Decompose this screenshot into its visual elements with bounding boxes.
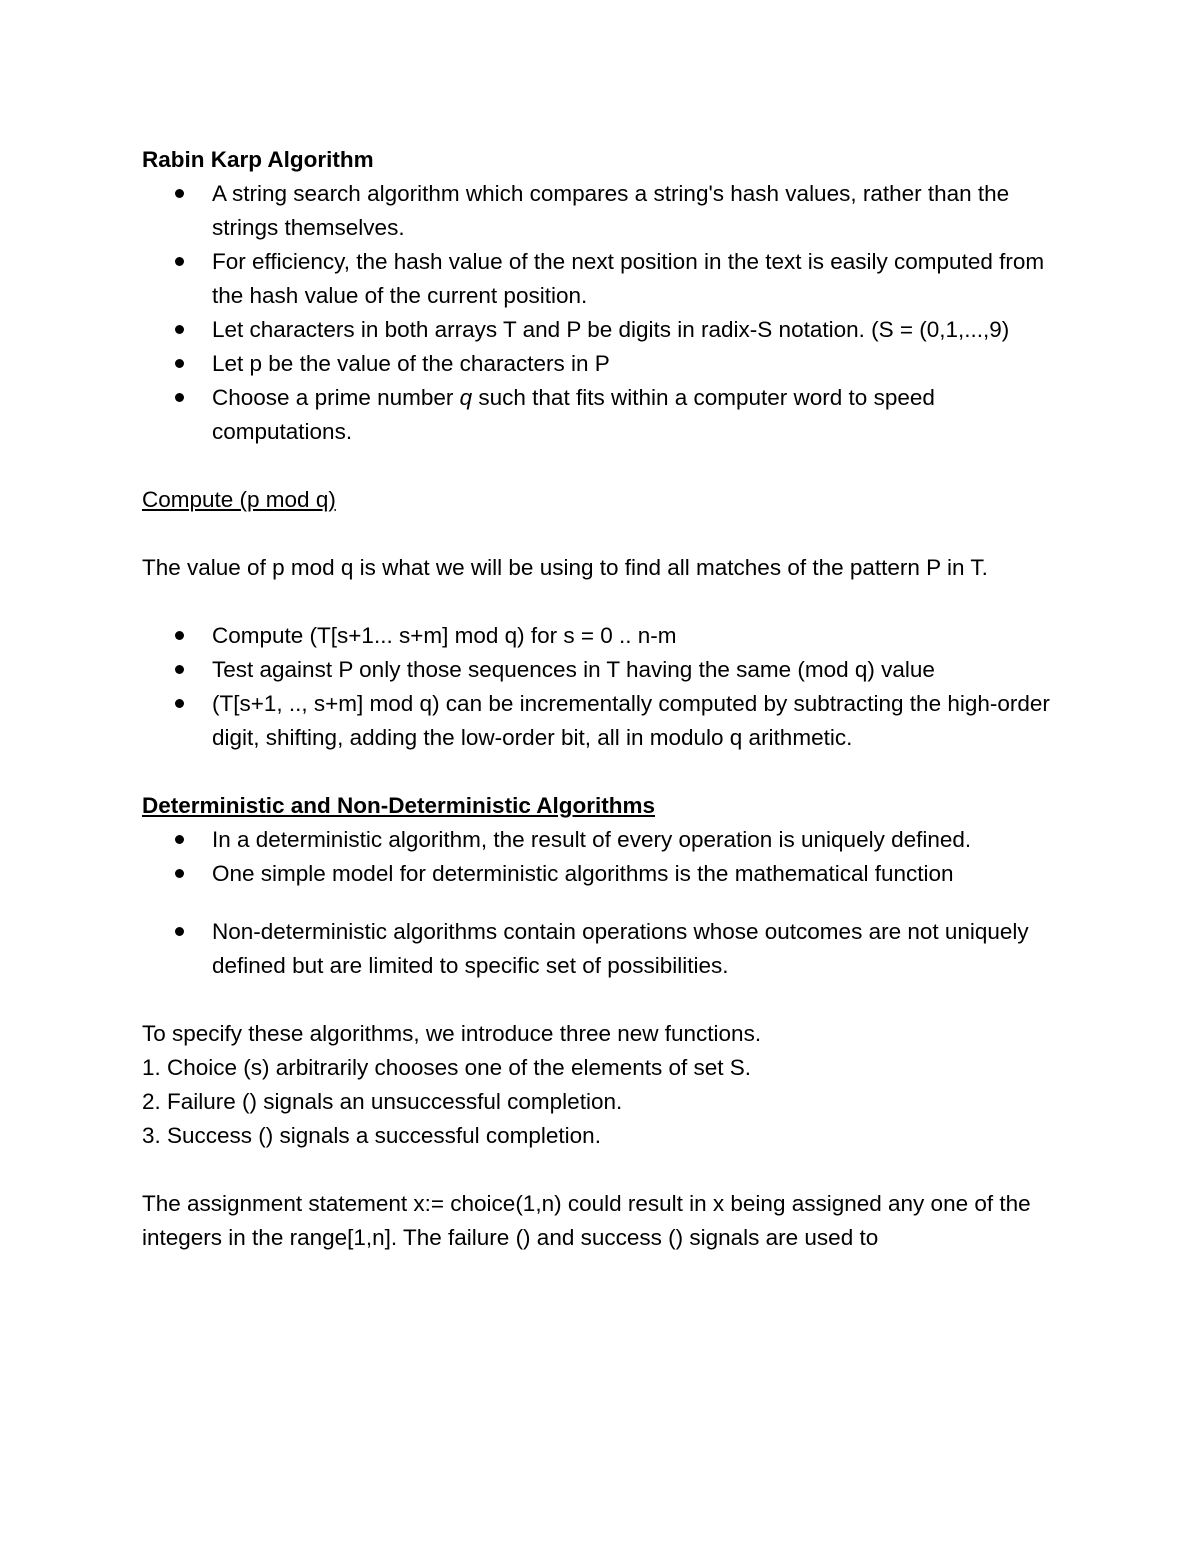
functions-intro: To specify these algorithms, we introduce three new functions. [142,1021,762,1046]
spacer [142,585,1072,619]
rabin-karp-bullet-list [142,177,1072,449]
section-heading-rabin-karp: Rabin Karp Algorithm [142,147,374,172]
spacer [142,983,1072,1017]
list-item-text: Choose a prime number [212,385,460,410]
function-choice: 1. Choice (s) arbitrarily chooses one of the elements of set S. [142,1055,752,1080]
section-heading-compute: Compute (p mod q) [142,487,336,512]
compute-bullet-list [142,619,1072,755]
list-item: Test against P only those sequences in T having the same (mod q) value [142,653,1072,687]
list-item: A string search algorithm which compares a string's hash values, rather than the strings themselves. [142,177,1072,245]
list-item: Let p be the value of the characters in P [142,347,1072,381]
closing-paragraph: The assignment statement x:= choice(1,n) could result in x being assigned any one of the integers in the range[1,n]. The failure () and success () signals are used to [142,1191,1031,1250]
document-body [142,143,1072,1255]
section-heading-deterministic: Deterministic and Non-Deterministic Algorithms [142,793,655,818]
list-item: Non-deterministic algorithms contain operations whose outcomes are not uniquely defined but are limited to specific set of possibilities. [142,915,1072,983]
list-item [142,381,1072,449]
function-success: 3. Success () signals a successful completion. [142,1123,601,1148]
list-item: Compute (T[s+1... s+m] mod q) for s = 0 .. n-m [142,619,1072,653]
list-item-text: such that fits within a computer word to speed computations. [212,385,935,444]
paragraph-p-mod-q: The value of p mod q is what we will be using to find all matches of the pattern P in T. [142,555,988,580]
list-item: In a deterministic algorithm, the result of every operation is uniquely defined. [142,823,1072,857]
spacer [142,517,1072,551]
deterministic-bullet-list [142,823,1072,983]
italic-variable: q [459,385,473,410]
spacer [142,755,1072,789]
spacer [142,1153,1072,1187]
function-failure: 2. Failure () signals an unsuccessful completion. [142,1089,623,1114]
spacer [142,449,1072,483]
list-item: Let characters in both arrays T and P be digits in radix-S notation. (S = (0,1,...,9) [142,313,1072,347]
list-item: One simple model for deterministic algorithms is the mathematical function [142,857,1072,891]
list-item: For efficiency, the hash value of the next position in the text is easily computed from the hash value of the current position. [142,245,1072,313]
list-item: (T[s+1, .., s+m] mod q) can be incrementally computed by subtracting the high-order digit, shifting, adding the low-order bit, all in modulo q arithmetic. [142,687,1072,755]
